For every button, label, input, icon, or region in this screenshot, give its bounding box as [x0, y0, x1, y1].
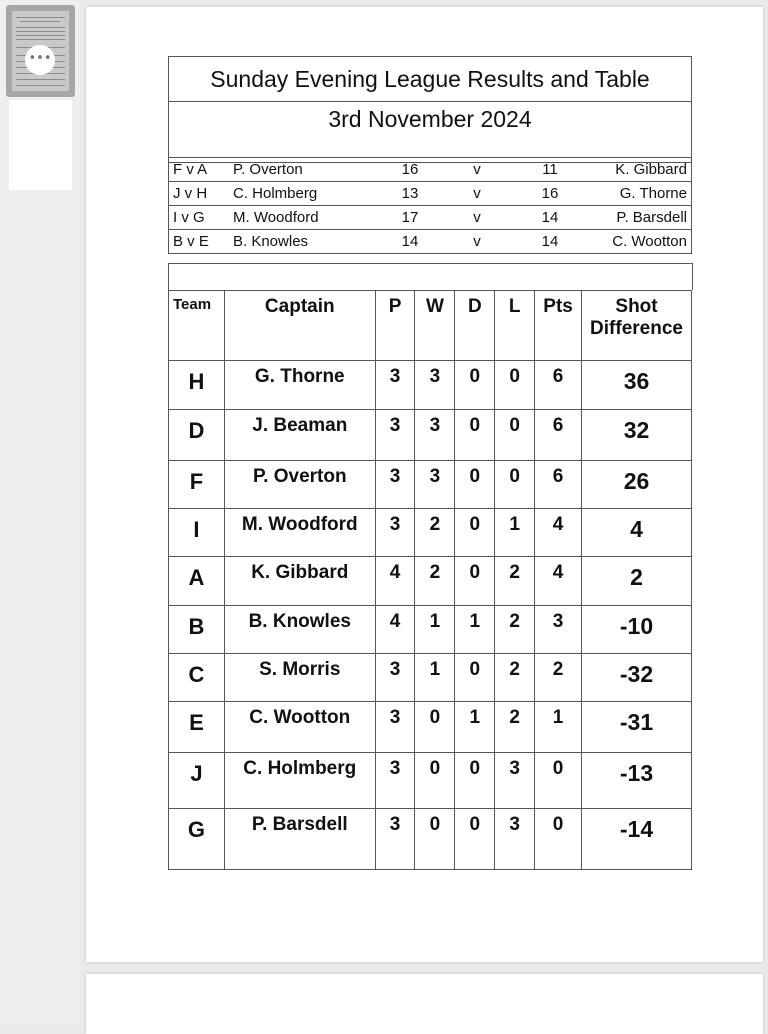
table-row	[169, 702, 692, 753]
shot-difference: -13	[582, 753, 692, 809]
points: 4	[535, 557, 582, 606]
table-row	[169, 753, 692, 809]
lost: 2	[495, 606, 535, 654]
results-table	[168, 157, 692, 254]
result-row	[169, 158, 692, 182]
team-captain: P. Barsdell	[224, 809, 375, 870]
next-document-page	[86, 974, 763, 1034]
result-away-score: 14	[516, 206, 584, 230]
played: 4	[375, 557, 415, 606]
result-away-score: 16	[516, 182, 584, 206]
team-letter: D	[169, 410, 225, 461]
team-captain: P. Overton	[224, 461, 375, 509]
team-letter: C	[169, 654, 225, 702]
lost: 2	[495, 702, 535, 753]
result-fixture: B v E	[169, 230, 230, 254]
table-spacer	[168, 263, 693, 290]
table-row	[169, 461, 692, 509]
won: 3	[415, 410, 455, 461]
shot-difference: -31	[582, 702, 692, 753]
lost: 3	[495, 809, 535, 870]
team-captain: S. Morris	[224, 654, 375, 702]
table-row	[169, 606, 692, 654]
lost: 3	[495, 753, 535, 809]
header-shot-difference	[582, 291, 692, 361]
points: 3	[535, 606, 582, 654]
shot-difference: 2	[582, 557, 692, 606]
points: 0	[535, 753, 582, 809]
header-played: P	[375, 291, 415, 361]
team-captain: C. Holmberg	[224, 753, 375, 809]
points: 2	[535, 654, 582, 702]
league-table	[168, 290, 692, 870]
header-points: Pts	[535, 291, 582, 361]
points: 6	[535, 361, 582, 410]
result-home-score: 17	[382, 206, 438, 230]
result-home-captain: M. Woodford	[229, 206, 382, 230]
ellipsis-icon[interactable]: •••	[25, 45, 55, 75]
played: 3	[375, 702, 415, 753]
result-home-captain: P. Overton	[229, 158, 382, 182]
drawn: 1	[455, 606, 495, 654]
played: 3	[375, 461, 415, 509]
header-table	[168, 56, 692, 163]
table-row	[169, 557, 692, 606]
result-versus: v	[438, 158, 516, 182]
result-away-score: 14	[516, 230, 584, 254]
header-team: Team	[169, 291, 225, 361]
drawn: 0	[455, 410, 495, 461]
won: 0	[415, 702, 455, 753]
played: 3	[375, 654, 415, 702]
header-won: W	[415, 291, 455, 361]
page-thumbnail[interactable]	[6, 5, 75, 97]
shot-difference: 36	[582, 361, 692, 410]
header-shot-difference-line2: Difference	[590, 318, 683, 339]
played: 3	[375, 509, 415, 557]
result-away-captain: P. Barsdell	[584, 206, 692, 230]
won: 2	[415, 509, 455, 557]
result-away-score: 11	[516, 158, 584, 182]
points: 6	[535, 461, 582, 509]
won: 1	[415, 654, 455, 702]
result-versus: v	[438, 230, 516, 254]
table-row	[169, 809, 692, 870]
result-row	[169, 182, 692, 206]
played: 3	[375, 809, 415, 870]
won: 2	[415, 557, 455, 606]
result-versus: v	[438, 182, 516, 206]
header-lost: L	[495, 291, 535, 361]
drawn: 1	[455, 702, 495, 753]
thumbnail-sidebar	[0, 0, 80, 1024]
team-captain: K. Gibbard	[224, 557, 375, 606]
lost: 2	[495, 557, 535, 606]
result-away-captain: C. Wootton	[584, 230, 692, 254]
result-fixture: I v G	[169, 206, 230, 230]
won: 0	[415, 753, 455, 809]
team-letter: H	[169, 361, 225, 410]
team-letter: E	[169, 702, 225, 753]
drawn: 0	[455, 654, 495, 702]
next-page-thumbnail[interactable]	[9, 100, 72, 190]
points: 0	[535, 809, 582, 870]
won: 3	[415, 361, 455, 410]
table-row	[169, 654, 692, 702]
team-captain: G. Thorne	[224, 361, 375, 410]
lost: 0	[495, 461, 535, 509]
document-date: 3rd November 2024	[169, 102, 692, 163]
shot-difference: 32	[582, 410, 692, 461]
result-home-score: 16	[382, 158, 438, 182]
team-captain: B. Knowles	[224, 606, 375, 654]
result-fixture: J v H	[169, 182, 230, 206]
points: 4	[535, 509, 582, 557]
won: 3	[415, 461, 455, 509]
drawn: 0	[455, 809, 495, 870]
result-versus: v	[438, 206, 516, 230]
team-letter: J	[169, 753, 225, 809]
drawn: 0	[455, 753, 495, 809]
drawn: 0	[455, 361, 495, 410]
shot-difference: 26	[582, 461, 692, 509]
won: 0	[415, 809, 455, 870]
played: 3	[375, 410, 415, 461]
result-home-captain: B. Knowles	[229, 230, 382, 254]
result-away-captain: G. Thorne	[584, 182, 692, 206]
points: 6	[535, 410, 582, 461]
lost: 1	[495, 509, 535, 557]
shot-difference: -14	[582, 809, 692, 870]
header-captain: Captain	[224, 291, 375, 361]
result-away-captain: K. Gibbard	[584, 158, 692, 182]
table-row	[169, 509, 692, 557]
result-fixture: F v A	[169, 158, 230, 182]
drawn: 0	[455, 557, 495, 606]
result-row	[169, 206, 692, 230]
header-drawn: D	[455, 291, 495, 361]
result-home-captain: C. Holmberg	[229, 182, 382, 206]
lost: 0	[495, 361, 535, 410]
shot-difference: -32	[582, 654, 692, 702]
shot-difference: -10	[582, 606, 692, 654]
team-letter: A	[169, 557, 225, 606]
lost: 2	[495, 654, 535, 702]
drawn: 0	[455, 509, 495, 557]
team-captain: M. Woodford	[224, 509, 375, 557]
header-shot-difference-line1: Shot	[615, 296, 658, 317]
won: 1	[415, 606, 455, 654]
team-letter: B	[169, 606, 225, 654]
document-title: Sunday Evening League Results and Table	[169, 57, 692, 102]
team-captain: C. Wootton	[224, 702, 375, 753]
result-home-score: 14	[382, 230, 438, 254]
team-captain: J. Beaman	[224, 410, 375, 461]
points: 1	[535, 702, 582, 753]
result-home-score: 13	[382, 182, 438, 206]
table-row	[169, 361, 692, 410]
team-letter: F	[169, 461, 225, 509]
played: 3	[375, 361, 415, 410]
team-letter: I	[169, 509, 225, 557]
drawn: 0	[455, 461, 495, 509]
shot-difference: 4	[582, 509, 692, 557]
table-row	[169, 410, 692, 461]
result-row	[169, 230, 692, 254]
team-letter: G	[169, 809, 225, 870]
lost: 0	[495, 410, 535, 461]
played: 4	[375, 606, 415, 654]
played: 3	[375, 753, 415, 809]
